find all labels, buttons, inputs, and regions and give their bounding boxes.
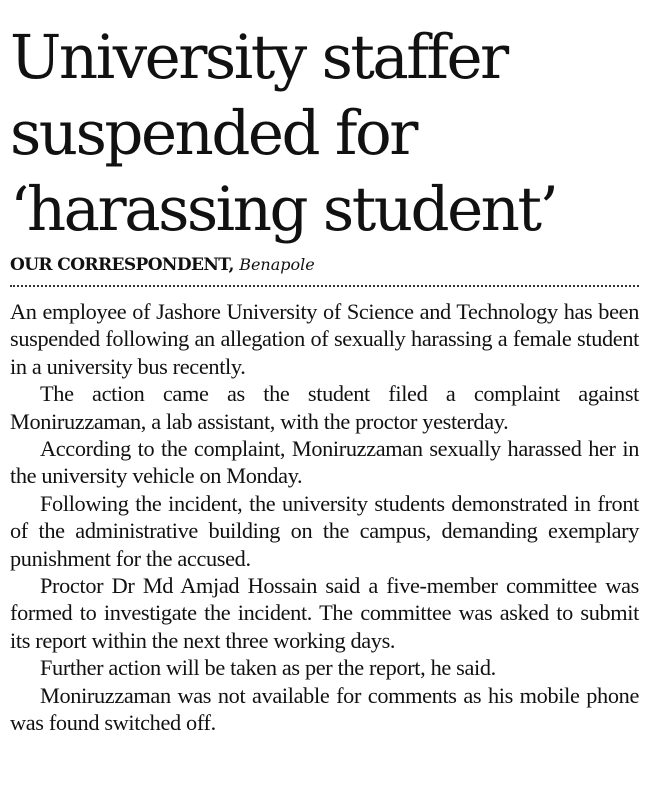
article-paragraph: An employee of Jashore University of Science and Technology has been suspended following an allegation of sexually harassing a female student in a university bus recently. [10, 299, 639, 379]
article-body [10, 298, 639, 737]
article-paragraph: The action came as the student filed a complaint against Moniruzzaman, a lab assistant, with the proctor yesterday. [10, 381, 639, 434]
article-paragraph: Further action will be taken as per the report, he said. [40, 655, 496, 681]
article-paragraph: Moniruzzaman was not available for comments as his mobile phone was found switched off. [10, 682, 639, 736]
headline [10, 20, 639, 248]
article-paragraph: According to the complaint, Moniruzzaman sexually harassed her in the university vehicle on Monday. [10, 436, 639, 489]
byline-author: OUR CORRESPONDENT, [10, 255, 234, 275]
byline-location: Benapole [239, 255, 315, 274]
headline-line: ‘harassing student’ [10, 174, 557, 245]
article-paragraph: Following the incident, the university students demonstrated in front of the administrative building on the campus, demanding exemplary punishment for the accused. [10, 490, 639, 571]
byline [10, 254, 639, 276]
headline-line: suspended for [10, 98, 416, 169]
headline-line: University staffer [10, 22, 507, 93]
article-paragraph: Proctor Dr Md Amjad Hossain said a five-member committee was formed to investigate the incident. The committee was asked to submit its report within the next three working days. [10, 573, 639, 653]
dotted-divider [10, 285, 639, 287]
